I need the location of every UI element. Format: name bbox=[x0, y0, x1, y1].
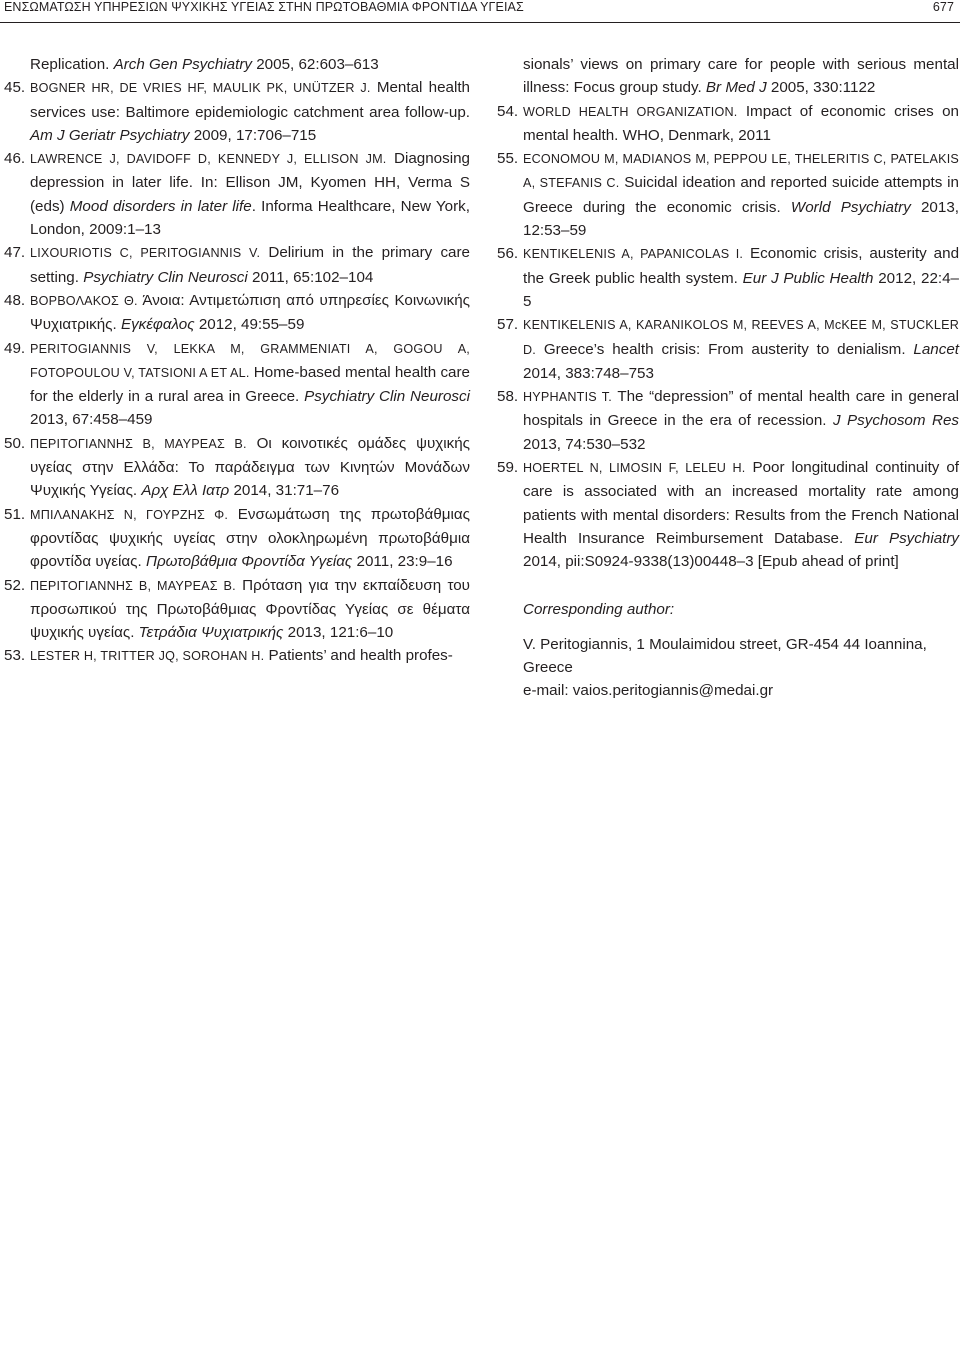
reference-59 bbox=[497, 456, 959, 573]
ref-title: sionals’ views on primary care for people with serious mental illness: Focus group study. bbox=[523, 56, 959, 97]
corresponding-email: e-mail: vaios.peritogiannis@medai.gr bbox=[523, 682, 774, 700]
reference-53-continuation bbox=[497, 53, 959, 100]
ref-journal: Αρχ Ελλ Ιατρ bbox=[141, 482, 230, 500]
ref-journal: Πρωτοβάθμια Φροντίδα Υγείας bbox=[145, 553, 353, 571]
ref-title: Suicidal ideation and reported suicide attempts in Greece during the economic crisis. bbox=[523, 174, 959, 216]
ref-cite: 2012, 49:55–59 bbox=[194, 316, 305, 334]
ref-number: 55. bbox=[497, 150, 519, 168]
reference-53 bbox=[4, 644, 470, 668]
ref-journal: Eur J Public Health bbox=[742, 269, 874, 287]
ref-title: Άνοια: Αντιμετώπιση από υπηρεσίες Κοινωνικής Ψυχιατρικής. bbox=[30, 291, 470, 334]
ref-journal: Εγκέφαλος bbox=[120, 316, 195, 334]
ref-cite: . Informa Healthcare, New York, London, 2009:1–13 bbox=[30, 197, 470, 239]
ref-title: Οι κοινοτικές ομάδες ψυχικής υγείας στην Ελλάδα: Το παράδειγμα των Κινητών Μονάδων Ψυχικής Υγείας. bbox=[30, 434, 470, 500]
left-column bbox=[4, 53, 470, 669]
ref-journal: Eur Psychiatry bbox=[854, 529, 960, 547]
ref-number: 59. bbox=[497, 459, 519, 477]
ref-number: 46. bbox=[4, 150, 26, 168]
ref-number: 48. bbox=[4, 291, 26, 309]
ref-cite: 2012, 22:4–5 bbox=[523, 269, 960, 310]
ref-journal: Am J Geriatr Psychiatry bbox=[30, 126, 190, 144]
ref-journal: World Psychiatry bbox=[790, 198, 911, 216]
ref-authors: BOGNER HR, DE VRIES HF, MAULIK PK, UNÜTZER J. bbox=[30, 81, 371, 96]
ref-title: Home-based mental health care for the elderly in a rural area in Greece. bbox=[30, 363, 470, 406]
ref-title: Πρόταση για την εκπαίδευση του προσωπικού της Πρωτοβάθμιας Φροντίδας Υγείας σε θέματα ψυχικής υγείας. bbox=[30, 576, 470, 642]
ref-journal: Τετράδια Ψυχιατρικής bbox=[138, 624, 284, 642]
right-column bbox=[497, 53, 959, 703]
ref-authors: ΒΟΡΒΟΛΑΚΟΣ Θ. bbox=[30, 293, 138, 308]
ref-authors: KENTIKELENIS A, PAPANICOLAS I. bbox=[523, 247, 744, 262]
ref-title: Diagnosing depression in later life. In: Ellison JM, Kyomen HH, Verma S (eds) bbox=[30, 150, 470, 215]
reference-55 bbox=[497, 147, 959, 242]
running-header bbox=[0, 0, 960, 20]
ref-number: 47. bbox=[4, 244, 26, 262]
ref-title: Delirium in the primary care setting. bbox=[30, 244, 470, 286]
ref-title: Replication. bbox=[30, 56, 114, 73]
ref-title: Mental health services use: Baltimore epidemiologic catchment area follow-up. bbox=[30, 79, 470, 121]
ref-number: 57. bbox=[497, 316, 519, 334]
ref-title: Ενσωμάτωση της πρωτοβάθμιας φροντίδας ψυχικής υγείας στην ολοκληρωμένη πρωτοβάθμια φροντίδα υγείας. bbox=[30, 505, 470, 571]
ref-authors: LAWRENCE J, DAVIDOFF D, KENNEDY J, ELLISON JM. bbox=[30, 152, 387, 167]
reference-54 bbox=[497, 100, 959, 148]
reference-52 bbox=[4, 574, 470, 645]
reference-51 bbox=[4, 503, 470, 574]
ref-number: 52. bbox=[4, 576, 26, 594]
ref-journal: Psychiatry Clin Neurosci bbox=[304, 388, 470, 406]
ref-cite: 2013, 67:458–459 bbox=[30, 411, 153, 429]
ref-cite: 2014, 31:71–76 bbox=[229, 482, 340, 500]
page-number: 677 bbox=[932, 0, 954, 14]
ref-number: 49. bbox=[4, 339, 26, 357]
ref-title: Patients’ and health profes- bbox=[264, 647, 453, 665]
ref-authors: KENTIKELENIS A, KARANIKOLOS M, REEVES A, McKEE M, STUCKLER D. bbox=[523, 318, 959, 357]
ref-authors: ΠΕΡΙΤΟΓΙΑΝΝΗΣ Β, ΜΑΥΡΕΑΣ Β. bbox=[30, 436, 247, 451]
ref-number: 56. bbox=[497, 245, 519, 263]
ref-number: 50. bbox=[4, 434, 26, 452]
ref-title: Economic crisis, austerity and the Greek public health system. bbox=[523, 245, 960, 287]
ref-authors: ΜΠΙΛΑΝΑΚΗΣ Ν, ΓΟΥΡΖΗΣ Φ. bbox=[30, 507, 229, 522]
ref-journal: Arch Gen Psychiatry bbox=[113, 56, 253, 73]
ref-cite: 2009, 17:706–715 bbox=[189, 126, 317, 144]
ref-cite: 2014, pii:S0924-9338(13)00448–3 [Epub ahead of print] bbox=[523, 553, 899, 571]
ref-journal: Psychiatry Clin Neurosci bbox=[83, 268, 248, 286]
ref-title: Poor longitudinal continuity of care is associated with an increased mortality rate among patients with mental disorders: Results from the French National Health Insurance Reimbursement Database. bbox=[523, 459, 959, 547]
ref-authors: HOERTEL N, LIMOSIN F, LELEU H. bbox=[523, 461, 746, 476]
ref-authors: PERITOGIANNIS V, LEKKA M, GRAMMENIATI A, GOGOU A, FOTOPOULOU V, TATSIONI A ET AL. bbox=[30, 341, 470, 380]
ref-authors: ΠΕΡΙΤΟΓΙΑΝΝΗΣ Β, ΜΑΥΡΕΑΣ Β. bbox=[30, 578, 236, 593]
ref-journal: Br Med J bbox=[705, 79, 767, 97]
ref-cite: 2005, 62:603–613 bbox=[252, 56, 379, 73]
ref-cite: 2013, 74:530–532 bbox=[523, 435, 646, 453]
ref-number: 51. bbox=[4, 505, 26, 523]
ref-authors: WORLD HEALTH ORGANIZATION. bbox=[523, 104, 738, 119]
reference-50 bbox=[4, 432, 470, 503]
ref-cite: 2014, 383:748–753 bbox=[523, 364, 654, 382]
reference-44-continuation bbox=[4, 53, 470, 76]
ref-authors: LESTER H, TRITTER JQ, SOROHAN H. bbox=[30, 649, 265, 664]
corresponding-address: V. Peritogiannis, 1 Moulaimidou street, GR-454 44 Ioannina, Greece bbox=[523, 635, 927, 677]
ref-cite: 2013, 121:6–10 bbox=[283, 624, 394, 642]
reference-45 bbox=[4, 76, 470, 147]
ref-cite: 2013, 12:53–59 bbox=[523, 198, 959, 240]
ref-journal: J Psychosom Res bbox=[832, 412, 959, 430]
running-title: ΕΝΣΩΜΑΤΩΣΗ ΥΠΗΡΕΣΙΩΝ ΨΥΧΙΚΗΣ ΥΓΕΙΑΣ ΣΤΗΝ ΠΡΩΤΟΒΑΘΜΙΑ ΦΡΟΝΤΙΔΑ ΥΓΕΙΑΣ bbox=[4, 0, 524, 14]
ref-journal: Lancet bbox=[913, 340, 959, 358]
ref-cite: 2011, 65:102–104 bbox=[247, 268, 374, 286]
reference-46 bbox=[4, 147, 470, 241]
ref-cite: 2005, 330:1122 bbox=[766, 79, 876, 97]
reference-48 bbox=[4, 289, 470, 337]
corresponding-author-label: Corresponding author: bbox=[523, 600, 675, 618]
ref-cite: 2011, 23:9–16 bbox=[352, 553, 453, 571]
ref-number: 58. bbox=[497, 388, 519, 406]
ref-authors: LIXOURIOTIS C, PERITOGIANNIS V. bbox=[30, 246, 261, 261]
ref-number: 54. bbox=[497, 102, 519, 120]
reference-56 bbox=[497, 242, 959, 313]
reference-58 bbox=[497, 385, 959, 456]
ref-title: Impact of economic crises on mental health. WHO, Denmark, 2011 bbox=[523, 102, 959, 144]
reference-47 bbox=[4, 241, 470, 289]
ref-journal: Mood disorders in later life bbox=[69, 197, 252, 215]
reference-57 bbox=[497, 313, 959, 385]
ref-title: Greece’s health crisis: From austerity to denialism. bbox=[536, 340, 914, 358]
header-rule bbox=[0, 22, 960, 23]
reference-49 bbox=[4, 337, 470, 432]
ref-number: 53. bbox=[4, 647, 26, 665]
ref-authors: HYPHANTIS T. bbox=[523, 390, 612, 405]
ref-number: 45. bbox=[4, 79, 26, 97]
ref-authors: ECONOMOU M, MADIANOS M, PEPPOU LE, THELERITIS C, PATELAKIS A, STEFANIS C. bbox=[523, 152, 959, 191]
ref-title: The “depression” of mental health care in general hospitals in Greece in the era of recession. bbox=[523, 388, 960, 430]
